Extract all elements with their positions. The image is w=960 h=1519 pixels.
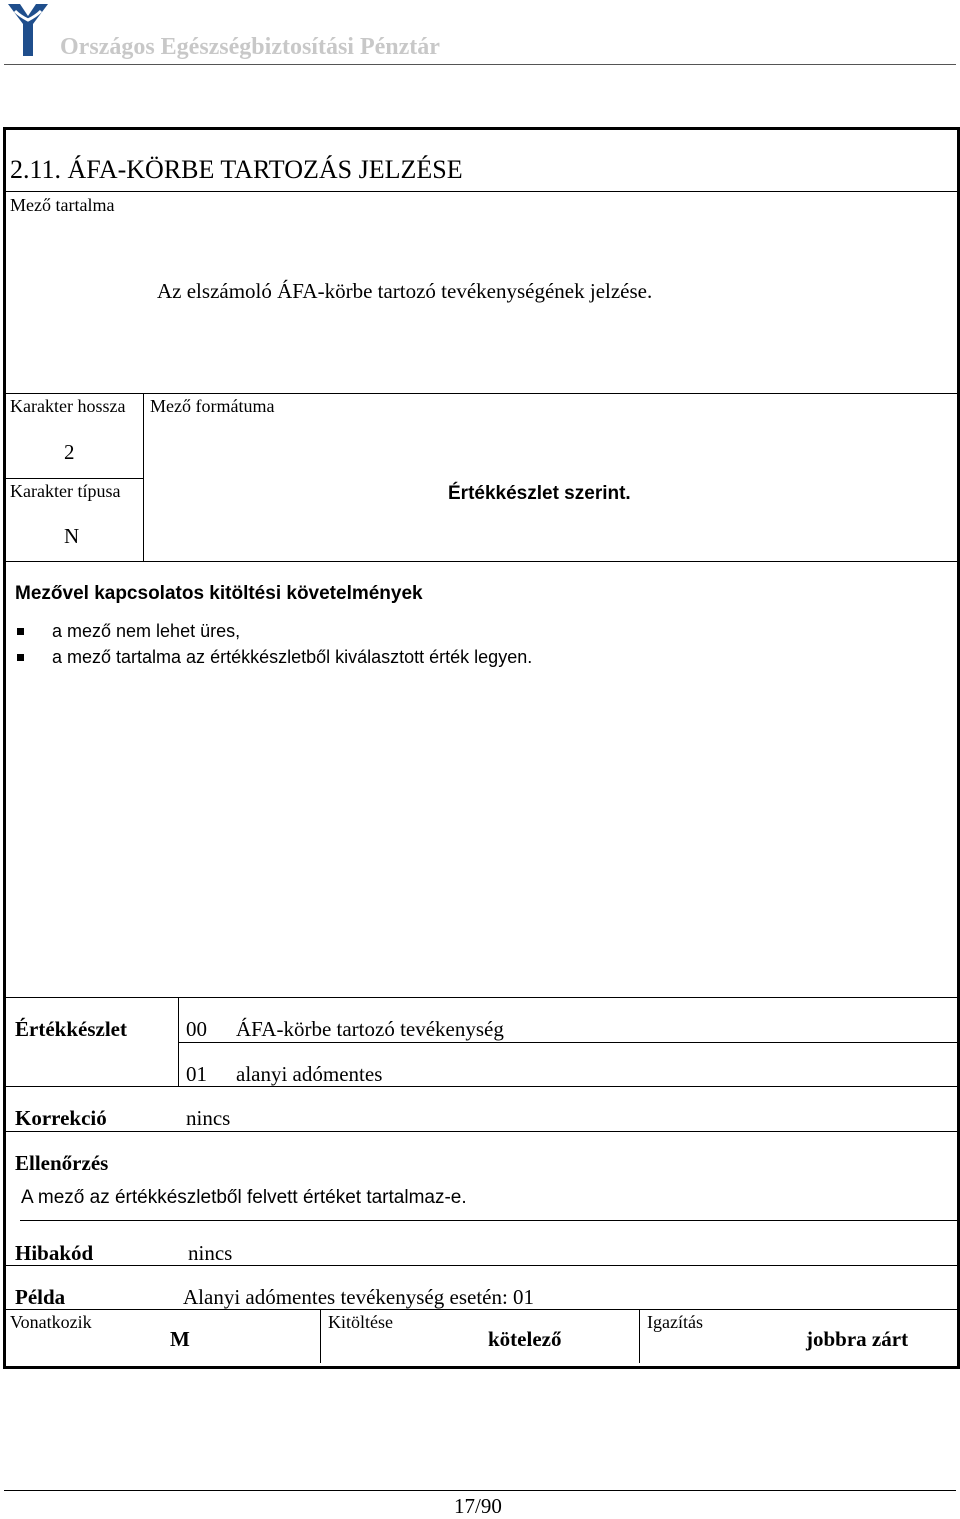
footer-divider	[4, 1490, 956, 1491]
page-number: 17/90	[454, 1494, 502, 1518]
field-spec-frame	[3, 127, 960, 1369]
divider	[6, 997, 957, 998]
value-set-label: Értékkészlet	[15, 1017, 127, 1041]
requirement-item: a mező tartalma az értékkészletből kiválasztott érték legyen.	[52, 647, 533, 667]
organization-name: Országos Egészségbiztosítási Pénztár	[60, 34, 440, 60]
value-code: 00	[186, 1017, 207, 1041]
fill-label: Kitöltése	[328, 1312, 393, 1332]
check-label: Ellenőrzés	[15, 1151, 109, 1175]
divider	[6, 1265, 957, 1266]
applies-value: M	[170, 1327, 190, 1351]
length-value: 2	[64, 440, 75, 464]
value-code: 01	[186, 1062, 207, 1086]
divider	[6, 191, 957, 192]
applies-label: Vonatkozik	[10, 1312, 92, 1332]
error-code-value: nincs	[188, 1241, 233, 1265]
error-code-label: Hibakód	[15, 1241, 94, 1265]
divider	[6, 393, 957, 394]
align-value: jobbra zárt	[806, 1327, 909, 1351]
divider	[6, 1309, 957, 1310]
oep-logo-icon	[6, 2, 50, 58]
section-title: 2.11. ÁFA-KÖRBE TARTOZÁS JELZÉSE	[10, 155, 463, 184]
example-label: Példa	[15, 1285, 66, 1309]
divider	[639, 1309, 640, 1363]
divider	[6, 478, 143, 479]
type-value: N	[64, 524, 80, 548]
content-text: Az elszámoló ÁFA-körbe tartozó tevékenységének jelzése.	[157, 279, 653, 303]
divider	[178, 1042, 957, 1043]
format-label: Mező formátuma	[150, 396, 275, 416]
fill-value: kötelező	[488, 1327, 562, 1351]
value-text: alanyi adómentes	[236, 1062, 383, 1086]
check-text: A mező az értékkészletből felvett értéket tartalmaz-e.	[21, 1187, 467, 1208]
content-label: Mező tartalma	[10, 195, 115, 215]
requirement-item: a mező nem lehet üres,	[52, 621, 241, 641]
example-text: Alanyi adómentes tevékenység esetén: 01	[183, 1285, 535, 1309]
divider	[320, 1309, 321, 1363]
divider	[20, 1220, 957, 1221]
divider	[6, 1086, 957, 1087]
length-label: Karakter hossza	[10, 396, 126, 416]
header-divider	[4, 64, 956, 65]
requirements-title: Mezővel kapcsolatos kitöltési követelmények	[15, 583, 423, 604]
correction-value: nincs	[186, 1106, 231, 1130]
align-label: Igazítás	[647, 1312, 703, 1332]
correction-label: Korrekció	[15, 1106, 107, 1130]
type-label: Karakter típusa	[10, 481, 121, 501]
divider	[6, 561, 957, 562]
divider	[6, 1131, 957, 1132]
bullet-icon	[17, 654, 24, 661]
format-value: Értékkészlet szerint.	[448, 483, 631, 504]
bullet-icon	[17, 628, 24, 635]
value-text: ÁFA-körbe tartozó tevékenység	[236, 1017, 504, 1041]
divider	[143, 393, 144, 561]
